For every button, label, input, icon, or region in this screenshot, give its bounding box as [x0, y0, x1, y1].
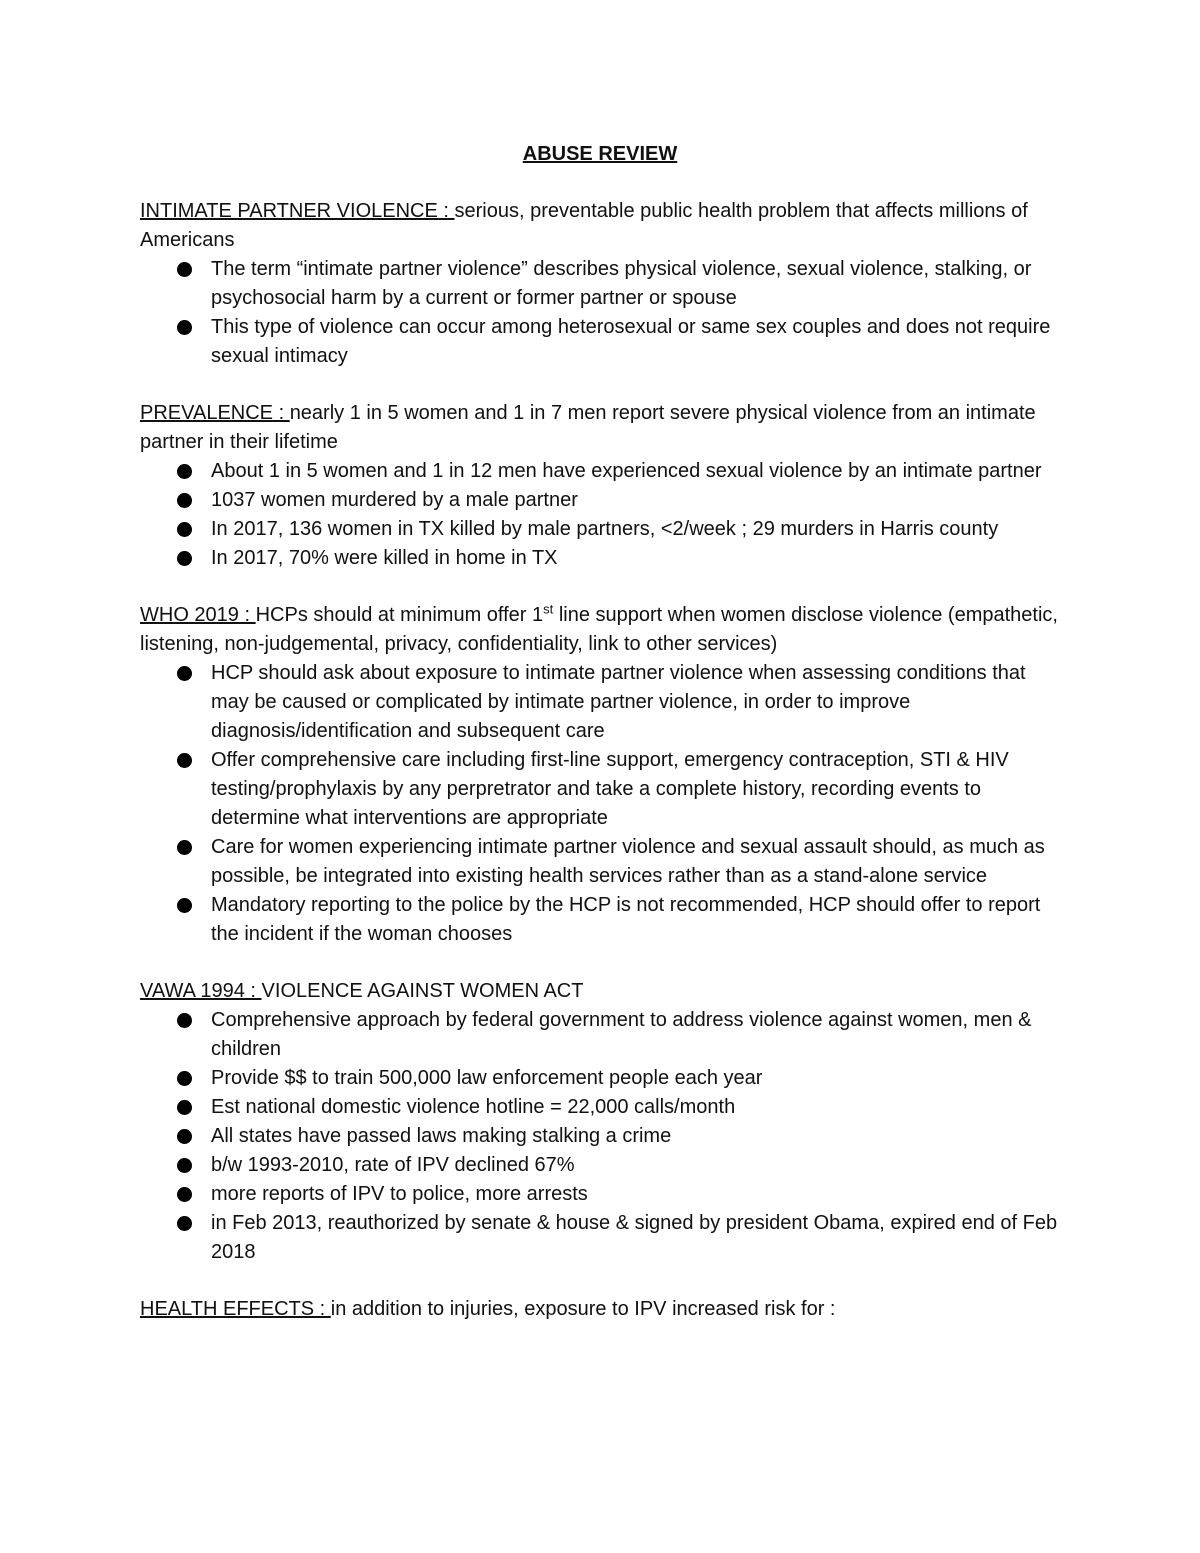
section-who-2019: [140, 601, 1060, 949]
bullet-icon: [177, 1158, 192, 1173]
bullet-text: In 2017, 70% were killed in home in TX: [211, 547, 558, 569]
superscript: st: [543, 601, 554, 617]
bullet-text: About 1 in 5 women and 1 in 12 men have experienced sexual violence by an intimate partner: [211, 460, 1042, 482]
bullet-item: [140, 255, 1060, 313]
bullet-text: This type of violence can occur among heterosexual or same sex couples and does not require sexual intimacy: [211, 316, 1051, 367]
bullet-list: [140, 659, 1060, 949]
bullet-item: [140, 1093, 1060, 1122]
bullet-icon: [177, 320, 192, 335]
bullet-icon: [177, 840, 192, 855]
section-heading: VAWA 1994 :: [140, 980, 262, 1002]
section-heading: WHO 2019 :: [140, 604, 256, 626]
bullet-text: Provide $$ to train 500,000 law enforcement people each year: [211, 1067, 763, 1089]
bullet-text: Est national domestic violence hotline = 22,000 calls/month: [211, 1096, 736, 1118]
bullet-list: [140, 255, 1060, 371]
section-intro-text: nearly 1 in 5 women and 1 in 7 men report severe physical violence from an intimate partner in their lifetime: [140, 402, 1036, 453]
bullet-icon: [177, 262, 192, 277]
bullet-item: [140, 1122, 1060, 1151]
bullet-text: 1037 women murdered by a male partner: [211, 489, 578, 511]
bullet-icon: [177, 898, 192, 913]
bullet-item: [140, 544, 1060, 573]
bullet-icon: [177, 1129, 192, 1144]
section-intro-text: line support when women disclose violence (empathetic, listening, non-judgemental, privacy, confidentiality, link to other services): [140, 604, 1058, 655]
section-intro: [140, 601, 1060, 659]
bullet-text: In 2017, 136 women in TX killed by male partners, <2/week ; 29 murders in Harris county: [211, 518, 999, 540]
section-intro-text: HCPs should at minimum offer 1: [255, 604, 544, 626]
bullet-icon: [177, 522, 192, 537]
bullet-list: [140, 1006, 1060, 1267]
bullet-icon: [177, 1216, 192, 1231]
section-intro: [140, 399, 1060, 457]
section-vawa-1994: [140, 977, 1060, 1267]
bullet-item: [140, 486, 1060, 515]
bullet-item: [140, 1064, 1060, 1093]
bullet-icon: [177, 1100, 192, 1115]
section-intro-text: serious, preventable public health problem that affects millions of Americans: [140, 200, 1028, 251]
bullet-list: [140, 457, 1060, 573]
section-intro-text: in addition to injuries, exposure to IPV increased risk for :: [330, 1298, 836, 1320]
bullet-item: [140, 833, 1060, 891]
bullet-text: All states have passed laws making stalking a crime: [211, 1125, 672, 1147]
section-heading: INTIMATE PARTNER VIOLENCE :: [140, 200, 455, 222]
bullet-text: Mandatory reporting to the police by the HCP is not recommended, HCP should offer to report the incident if the woman chooses: [211, 894, 1041, 945]
bullet-text: more reports of IPV to police, more arrests: [211, 1183, 588, 1205]
bullet-text: HCP should ask about exposure to intimate partner violence when assessing conditions that may be caused or complicated by intimate partner violence, in order to improve diagnosis/identification and subsequent care: [211, 662, 1026, 742]
bullet-item: [140, 746, 1060, 833]
bullet-icon: [177, 1187, 192, 1202]
bullet-icon: [177, 1013, 192, 1028]
bullet-text: Offer comprehensive care including first-line support, emergency contraception, STI & HIV testing/prophylaxis by any perpretrator and take a complete history, recording events to determine what interventions are appropriate: [211, 749, 1009, 829]
bullet-item: [140, 891, 1060, 949]
bullet-item: [140, 659, 1060, 746]
bullet-icon: [177, 493, 192, 508]
bullet-icon: [177, 1071, 192, 1086]
section-intro: [140, 197, 1060, 255]
section-heading: PREVALENCE :: [140, 402, 290, 424]
bullet-icon: [177, 753, 192, 768]
section-intro: [140, 1295, 1060, 1324]
bullet-icon: [177, 666, 192, 681]
document-title: ABUSE REVIEW: [522, 143, 678, 165]
section-intimate-partner-violence: [140, 197, 1060, 371]
bullet-item: [140, 457, 1060, 486]
bullet-icon: [177, 464, 192, 479]
bullet-item: [140, 1180, 1060, 1209]
section-intro-text: VIOLENCE AGAINST WOMEN ACT: [261, 980, 584, 1002]
bullet-item: [140, 515, 1060, 544]
bullet-text: b/w 1993-2010, rate of IPV declined 67%: [211, 1154, 575, 1176]
bullet-icon: [177, 551, 192, 566]
bullet-text: The term “intimate partner violence” describes physical violence, sexual violence, stalking, or psychosocial harm by a current or former partner or spouse: [211, 258, 1032, 309]
bullet-text: Care for women experiencing intimate partner violence and sexual assault should, as much as possible, be integrated into existing health services rather than as a stand-alone service: [211, 836, 1045, 887]
bullet-item: [140, 313, 1060, 371]
section-heading: HEALTH EFFECTS :: [140, 1298, 331, 1320]
bullet-text: in Feb 2013, reauthorized by senate & house & signed by president Obama, expired end of Feb 2018: [211, 1212, 1058, 1263]
section-intro: [140, 977, 1060, 1006]
section-health-effects: [140, 1295, 1060, 1324]
section-prevalence: [140, 399, 1060, 573]
bullet-text: Comprehensive approach by federal government to address violence against women, men & children: [211, 1009, 1032, 1060]
bullet-item: [140, 1151, 1060, 1180]
bullet-item: [140, 1209, 1060, 1267]
bullet-item: [140, 1006, 1060, 1064]
